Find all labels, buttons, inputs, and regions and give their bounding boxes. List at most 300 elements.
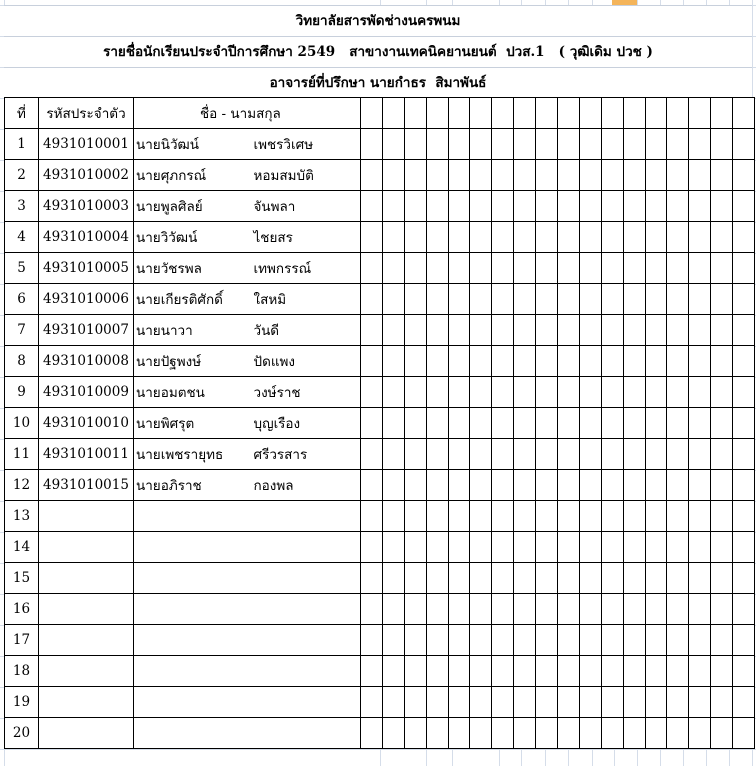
check-cell[interactable] (514, 532, 536, 563)
student-id-cell[interactable] (39, 625, 134, 656)
check-cell[interactable] (558, 191, 580, 222)
check-cell[interactable] (514, 315, 536, 346)
check-cell[interactable] (667, 439, 689, 470)
check-cell[interactable] (579, 718, 601, 749)
last-name-cell[interactable] (251, 594, 361, 625)
check-cell[interactable] (382, 377, 404, 408)
check-cell[interactable] (711, 656, 733, 687)
check-cell[interactable] (382, 315, 404, 346)
check-cell[interactable] (645, 470, 667, 501)
check-cell[interactable] (579, 160, 601, 191)
check-cell[interactable] (711, 501, 733, 532)
check-cell[interactable] (536, 160, 558, 191)
last-name-cell[interactable]: บุญเรือง (251, 408, 361, 439)
student-id-cell[interactable]: 4931010005 (39, 253, 134, 284)
check-cell[interactable] (514, 656, 536, 687)
check-cell[interactable] (645, 594, 667, 625)
last-name-cell[interactable]: วันดี (251, 315, 361, 346)
check-cell[interactable] (733, 284, 755, 315)
check-cell[interactable] (579, 222, 601, 253)
first-name-cell[interactable]: นายวัชรพล (134, 253, 251, 284)
check-cell[interactable] (733, 625, 755, 656)
check-cell[interactable] (579, 284, 601, 315)
row-number[interactable]: 15 (5, 563, 39, 594)
first-name-cell[interactable]: นายเกียรติศักดิ์ (134, 284, 251, 315)
check-cell[interactable] (711, 563, 733, 594)
check-cell[interactable] (382, 532, 404, 563)
student-id-cell[interactable] (39, 594, 134, 625)
check-cell[interactable] (492, 253, 514, 284)
check-cell[interactable] (623, 532, 645, 563)
check-cell[interactable] (448, 284, 470, 315)
check-cell[interactable] (711, 625, 733, 656)
check-cell[interactable] (689, 470, 711, 501)
check-cell[interactable] (470, 656, 492, 687)
check-cell[interactable] (579, 191, 601, 222)
check-cell[interactable] (645, 160, 667, 191)
check-cell[interactable] (514, 129, 536, 160)
check-cell[interactable] (470, 718, 492, 749)
check-cell[interactable] (426, 439, 448, 470)
check-cell[interactable] (514, 625, 536, 656)
check-cell[interactable] (492, 501, 514, 532)
check-cell[interactable] (689, 315, 711, 346)
check-cell[interactable] (558, 439, 580, 470)
row-number[interactable]: 18 (5, 656, 39, 687)
check-cell[interactable] (601, 656, 623, 687)
check-cell[interactable] (492, 160, 514, 191)
check-cell[interactable] (361, 656, 383, 687)
check-cell[interactable] (667, 160, 689, 191)
first-name-cell[interactable] (134, 532, 251, 563)
check-cell[interactable] (448, 129, 470, 160)
check-cell[interactable] (382, 160, 404, 191)
check-cell[interactable] (623, 129, 645, 160)
check-cell[interactable] (623, 408, 645, 439)
check-cell[interactable] (558, 687, 580, 718)
check-cell[interactable] (733, 439, 755, 470)
check-cell[interactable] (711, 408, 733, 439)
check-cell[interactable] (645, 284, 667, 315)
check-cell[interactable] (711, 377, 733, 408)
check-cell[interactable] (601, 718, 623, 749)
check-cell[interactable] (558, 563, 580, 594)
student-id-cell[interactable]: 4931010007 (39, 315, 134, 346)
check-cell[interactable] (623, 470, 645, 501)
check-cell[interactable] (382, 346, 404, 377)
check-cell[interactable] (667, 222, 689, 253)
check-cell[interactable] (645, 346, 667, 377)
check-cell[interactable] (579, 625, 601, 656)
header-check-cell[interactable] (470, 98, 492, 129)
last-name-cell[interactable] (251, 718, 361, 749)
roster-title[interactable]: รายชื่อนักเรียนประจำปีการศึกษา 2549 สาขางานเทคนิคยานยนต์ ปวส.1 ( วุฒิเดิม ปวช ) (4, 36, 752, 67)
check-cell[interactable] (492, 594, 514, 625)
check-cell[interactable] (382, 563, 404, 594)
row-number[interactable]: 16 (5, 594, 39, 625)
check-cell[interactable] (579, 439, 601, 470)
check-cell[interactable] (404, 315, 426, 346)
check-cell[interactable] (361, 501, 383, 532)
first-name-cell[interactable]: นายพิศรุต (134, 408, 251, 439)
check-cell[interactable] (470, 470, 492, 501)
check-cell[interactable] (536, 408, 558, 439)
check-cell[interactable] (448, 346, 470, 377)
check-cell[interactable] (404, 377, 426, 408)
student-id-cell[interactable]: 4931010010 (39, 408, 134, 439)
check-cell[interactable] (492, 718, 514, 749)
check-cell[interactable] (645, 439, 667, 470)
check-cell[interactable] (711, 439, 733, 470)
check-cell[interactable] (448, 625, 470, 656)
check-cell[interactable] (536, 439, 558, 470)
check-cell[interactable] (601, 470, 623, 501)
check-cell[interactable] (536, 501, 558, 532)
check-cell[interactable] (536, 687, 558, 718)
check-cell[interactable] (470, 129, 492, 160)
check-cell[interactable] (382, 656, 404, 687)
check-cell[interactable] (426, 253, 448, 284)
check-cell[interactable] (492, 439, 514, 470)
check-cell[interactable] (404, 284, 426, 315)
check-cell[interactable] (382, 439, 404, 470)
check-cell[interactable] (711, 532, 733, 563)
check-cell[interactable] (536, 222, 558, 253)
check-cell[interactable] (404, 253, 426, 284)
check-cell[interactable] (492, 656, 514, 687)
check-cell[interactable] (536, 718, 558, 749)
check-cell[interactable] (514, 470, 536, 501)
check-cell[interactable] (689, 191, 711, 222)
check-cell[interactable] (601, 191, 623, 222)
check-cell[interactable] (361, 315, 383, 346)
check-cell[interactable] (514, 377, 536, 408)
check-cell[interactable] (601, 532, 623, 563)
header-check-cell[interactable] (536, 98, 558, 129)
last-name-cell[interactable]: กองพล (251, 470, 361, 501)
check-cell[interactable] (579, 470, 601, 501)
check-cell[interactable] (579, 377, 601, 408)
last-name-cell[interactable] (251, 563, 361, 594)
check-cell[interactable] (645, 718, 667, 749)
header-check-cell[interactable] (667, 98, 689, 129)
check-cell[interactable] (426, 160, 448, 191)
check-cell[interactable] (448, 563, 470, 594)
check-cell[interactable] (361, 191, 383, 222)
check-cell[interactable] (361, 439, 383, 470)
check-cell[interactable] (426, 718, 448, 749)
check-cell[interactable] (514, 346, 536, 377)
check-cell[interactable] (448, 470, 470, 501)
check-cell[interactable] (623, 377, 645, 408)
check-cell[interactable] (514, 191, 536, 222)
check-cell[interactable] (711, 222, 733, 253)
student-id-cell[interactable]: 4931010003 (39, 191, 134, 222)
check-cell[interactable] (361, 284, 383, 315)
last-name-cell[interactable] (251, 532, 361, 563)
check-cell[interactable] (470, 284, 492, 315)
check-cell[interactable] (601, 501, 623, 532)
check-cell[interactable] (645, 656, 667, 687)
header-check-cell[interactable] (558, 98, 580, 129)
check-cell[interactable] (514, 687, 536, 718)
check-cell[interactable] (579, 346, 601, 377)
check-cell[interactable] (733, 718, 755, 749)
row-number[interactable]: 13 (5, 501, 39, 532)
check-cell[interactable] (426, 377, 448, 408)
check-cell[interactable] (492, 625, 514, 656)
check-cell[interactable] (689, 222, 711, 253)
first-name-cell[interactable]: นายนิวัฒน์ (134, 129, 251, 160)
check-cell[interactable] (426, 594, 448, 625)
check-cell[interactable] (514, 594, 536, 625)
student-id-cell[interactable] (39, 501, 134, 532)
check-cell[interactable] (448, 222, 470, 253)
check-cell[interactable] (382, 408, 404, 439)
header-check-cell[interactable] (645, 98, 667, 129)
check-cell[interactable] (492, 222, 514, 253)
header-check-cell[interactable] (623, 98, 645, 129)
check-cell[interactable] (470, 532, 492, 563)
check-cell[interactable] (514, 718, 536, 749)
check-cell[interactable] (404, 687, 426, 718)
check-cell[interactable] (448, 439, 470, 470)
check-cell[interactable] (558, 501, 580, 532)
check-cell[interactable] (579, 656, 601, 687)
check-cell[interactable] (470, 346, 492, 377)
check-cell[interactable] (514, 439, 536, 470)
header-name[interactable]: ชื่อ - นามสกุล (134, 98, 361, 129)
check-cell[interactable] (645, 563, 667, 594)
row-number[interactable]: 3 (5, 191, 39, 222)
check-cell[interactable] (601, 408, 623, 439)
first-name-cell[interactable] (134, 625, 251, 656)
check-cell[interactable] (733, 687, 755, 718)
check-cell[interactable] (623, 191, 645, 222)
check-cell[interactable] (361, 222, 383, 253)
check-cell[interactable] (382, 501, 404, 532)
check-cell[interactable] (667, 594, 689, 625)
check-cell[interactable] (733, 346, 755, 377)
check-cell[interactable] (514, 222, 536, 253)
check-cell[interactable] (711, 160, 733, 191)
check-cell[interactable] (470, 408, 492, 439)
check-cell[interactable] (689, 439, 711, 470)
check-cell[interactable] (361, 408, 383, 439)
check-cell[interactable] (470, 377, 492, 408)
check-cell[interactable] (711, 191, 733, 222)
last-name-cell[interactable]: วงษ์ราช (251, 377, 361, 408)
check-cell[interactable] (558, 408, 580, 439)
college-title[interactable]: วิทยาลัยสารพัดช่างนครพนม (4, 5, 752, 36)
check-cell[interactable] (579, 563, 601, 594)
student-id-cell[interactable] (39, 563, 134, 594)
check-cell[interactable] (645, 129, 667, 160)
check-cell[interactable] (579, 501, 601, 532)
check-cell[interactable] (470, 501, 492, 532)
check-cell[interactable] (426, 408, 448, 439)
check-cell[interactable] (711, 284, 733, 315)
header-check-cell[interactable] (689, 98, 711, 129)
student-id-cell[interactable]: 4931010002 (39, 160, 134, 191)
header-check-cell[interactable] (426, 98, 448, 129)
last-name-cell[interactable] (251, 687, 361, 718)
check-cell[interactable] (361, 532, 383, 563)
check-cell[interactable] (536, 284, 558, 315)
check-cell[interactable] (404, 191, 426, 222)
check-cell[interactable] (667, 191, 689, 222)
check-cell[interactable] (382, 253, 404, 284)
check-cell[interactable] (645, 191, 667, 222)
check-cell[interactable] (536, 315, 558, 346)
check-cell[interactable] (733, 470, 755, 501)
check-cell[interactable] (448, 315, 470, 346)
check-cell[interactable] (448, 656, 470, 687)
check-cell[interactable] (361, 718, 383, 749)
check-cell[interactable] (579, 687, 601, 718)
check-cell[interactable] (404, 129, 426, 160)
check-cell[interactable] (623, 284, 645, 315)
check-cell[interactable] (514, 284, 536, 315)
check-cell[interactable] (623, 656, 645, 687)
check-cell[interactable] (361, 377, 383, 408)
check-cell[interactable] (733, 656, 755, 687)
check-cell[interactable] (514, 160, 536, 191)
check-cell[interactable] (558, 284, 580, 315)
first-name-cell[interactable] (134, 656, 251, 687)
check-cell[interactable] (404, 718, 426, 749)
check-cell[interactable] (645, 222, 667, 253)
check-cell[interactable] (689, 408, 711, 439)
check-cell[interactable] (470, 191, 492, 222)
check-cell[interactable] (667, 408, 689, 439)
row-number[interactable]: 9 (5, 377, 39, 408)
check-cell[interactable] (404, 470, 426, 501)
first-name-cell[interactable] (134, 594, 251, 625)
row-number[interactable]: 19 (5, 687, 39, 718)
check-cell[interactable] (536, 625, 558, 656)
check-cell[interactable] (536, 377, 558, 408)
check-cell[interactable] (448, 191, 470, 222)
check-cell[interactable] (689, 594, 711, 625)
check-cell[interactable] (426, 501, 448, 532)
check-cell[interactable] (404, 532, 426, 563)
check-cell[interactable] (448, 501, 470, 532)
check-cell[interactable] (601, 439, 623, 470)
check-cell[interactable] (601, 222, 623, 253)
check-cell[interactable] (689, 687, 711, 718)
check-cell[interactable] (558, 315, 580, 346)
check-cell[interactable] (645, 377, 667, 408)
header-check-cell[interactable] (492, 98, 514, 129)
last-name-cell[interactable]: หอมสมบัติ (251, 160, 361, 191)
check-cell[interactable] (645, 408, 667, 439)
check-cell[interactable] (558, 377, 580, 408)
last-name-cell[interactable]: ไชยสร (251, 222, 361, 253)
check-cell[interactable] (558, 718, 580, 749)
row-number[interactable]: 6 (5, 284, 39, 315)
check-cell[interactable] (667, 315, 689, 346)
check-cell[interactable] (492, 470, 514, 501)
first-name-cell[interactable]: นายวิวัฒน์ (134, 222, 251, 253)
check-cell[interactable] (558, 532, 580, 563)
check-cell[interactable] (470, 594, 492, 625)
header-check-cell[interactable] (514, 98, 536, 129)
check-cell[interactable] (667, 253, 689, 284)
check-cell[interactable] (514, 253, 536, 284)
check-cell[interactable] (601, 346, 623, 377)
check-cell[interactable] (492, 377, 514, 408)
check-cell[interactable] (536, 563, 558, 594)
check-cell[interactable] (426, 563, 448, 594)
check-cell[interactable] (601, 687, 623, 718)
check-cell[interactable] (733, 408, 755, 439)
check-cell[interactable] (733, 563, 755, 594)
check-cell[interactable] (536, 191, 558, 222)
header-check-cell[interactable] (404, 98, 426, 129)
student-id-cell[interactable]: 4931010015 (39, 470, 134, 501)
check-cell[interactable] (426, 191, 448, 222)
check-cell[interactable] (404, 222, 426, 253)
advisor-title[interactable]: อาจารย์ที่ปรึกษา นายกำธร สิมาพันธ์ (4, 67, 752, 98)
check-cell[interactable] (601, 253, 623, 284)
check-cell[interactable] (492, 687, 514, 718)
check-cell[interactable] (536, 346, 558, 377)
check-cell[interactable] (492, 532, 514, 563)
last-name-cell[interactable]: ใสหมิ (251, 284, 361, 315)
check-cell[interactable] (579, 129, 601, 160)
check-cell[interactable] (601, 160, 623, 191)
check-cell[interactable] (579, 315, 601, 346)
check-cell[interactable] (623, 594, 645, 625)
check-cell[interactable] (470, 160, 492, 191)
header-check-cell[interactable] (382, 98, 404, 129)
check-cell[interactable] (711, 718, 733, 749)
first-name-cell[interactable] (134, 687, 251, 718)
check-cell[interactable] (645, 315, 667, 346)
row-number[interactable]: 1 (5, 129, 39, 160)
check-cell[interactable] (404, 625, 426, 656)
check-cell[interactable] (733, 222, 755, 253)
check-cell[interactable] (733, 532, 755, 563)
check-cell[interactable] (361, 594, 383, 625)
check-cell[interactable] (667, 718, 689, 749)
check-cell[interactable] (404, 439, 426, 470)
check-cell[interactable] (558, 160, 580, 191)
row-number[interactable]: 17 (5, 625, 39, 656)
check-cell[interactable] (361, 470, 383, 501)
check-cell[interactable] (361, 625, 383, 656)
student-id-cell[interactable]: 4931010001 (39, 129, 134, 160)
check-cell[interactable] (536, 253, 558, 284)
check-cell[interactable] (601, 563, 623, 594)
check-cell[interactable] (426, 532, 448, 563)
check-cell[interactable] (448, 253, 470, 284)
last-name-cell[interactable] (251, 656, 361, 687)
check-cell[interactable] (711, 129, 733, 160)
check-cell[interactable] (558, 625, 580, 656)
row-number[interactable]: 8 (5, 346, 39, 377)
check-cell[interactable] (404, 594, 426, 625)
check-cell[interactable] (470, 687, 492, 718)
check-cell[interactable] (514, 563, 536, 594)
check-cell[interactable] (645, 501, 667, 532)
check-cell[interactable] (492, 129, 514, 160)
check-cell[interactable] (514, 501, 536, 532)
header-check-cell[interactable] (733, 98, 755, 129)
check-cell[interactable] (645, 253, 667, 284)
check-cell[interactable] (601, 594, 623, 625)
